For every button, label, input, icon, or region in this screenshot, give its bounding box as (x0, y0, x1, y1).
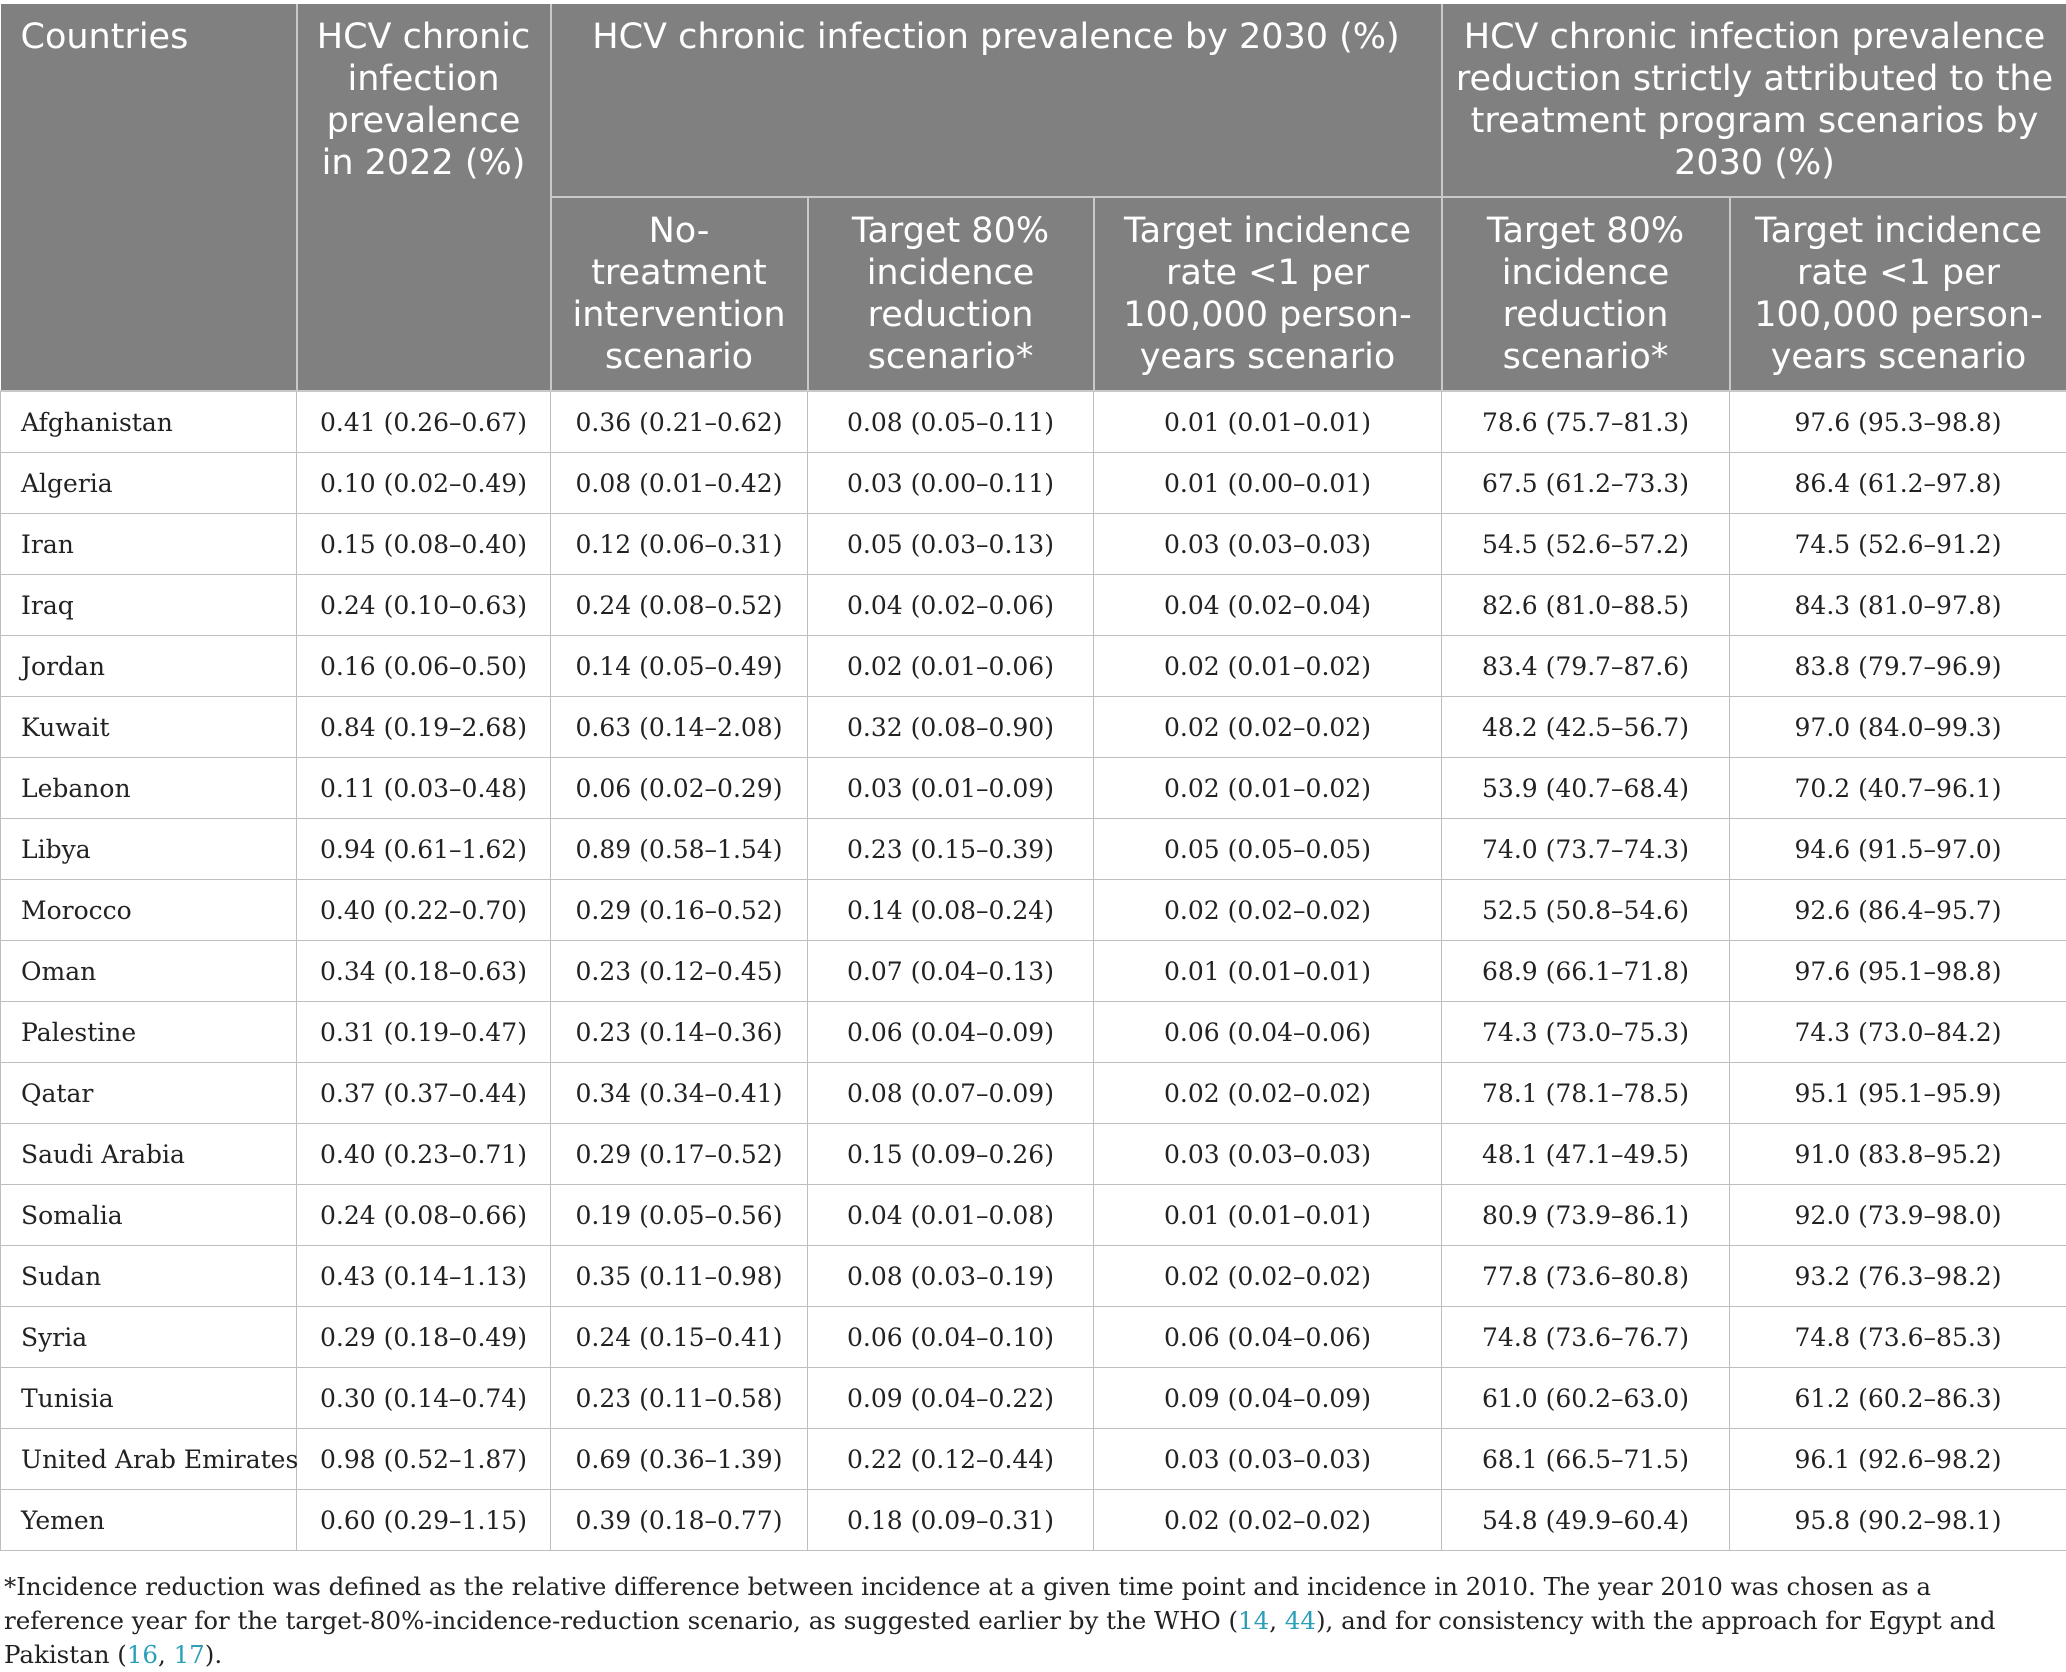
target-rate-reduction-cell: 96.1 (92.6–98.2) (1730, 1429, 2066, 1490)
target-rate-reduction-cell: 83.8 (79.7–96.9) (1730, 636, 2066, 697)
target80-reduction-cell: 48.1 (47.1–49.5) (1442, 1124, 1730, 1185)
footnote-separator: , (1269, 1606, 1285, 1635)
header-countries: Countries (1, 4, 297, 391)
reference-link-44[interactable]: 44 (1285, 1606, 1316, 1635)
target-rate-prevalence-cell: 0.02 (0.02–0.02) (1094, 880, 1442, 941)
target80-prevalence-cell: 0.32 (0.08–0.90) (808, 697, 1094, 758)
country-cell: Libya (1, 819, 297, 880)
country-cell: Saudi Arabia (1, 1124, 297, 1185)
target80-reduction-cell: 48.2 (42.5–56.7) (1442, 697, 1730, 758)
no-treatment-cell: 0.63 (0.14–2.08) (551, 697, 808, 758)
target-rate-prevalence-cell: 0.03 (0.03–0.03) (1094, 514, 1442, 575)
target80-prevalence-cell: 0.23 (0.15–0.39) (808, 819, 1094, 880)
table-row (1, 514, 2066, 575)
no-treatment-cell: 0.36 (0.21–0.62) (551, 391, 808, 453)
country-cell: Qatar (1, 1063, 297, 1124)
prevalence-2022-cell: 0.40 (0.23–0.71) (297, 1124, 551, 1185)
table-wrapper (0, 4, 2066, 1551)
target-rate-prevalence-cell: 0.09 (0.04–0.09) (1094, 1368, 1442, 1429)
target80-prevalence-cell: 0.03 (0.00–0.11) (808, 453, 1094, 514)
target-rate-reduction-cell: 94.6 (91.5–97.0) (1730, 819, 2066, 880)
target-rate-reduction-cell: 93.2 (76.3–98.2) (1730, 1246, 2066, 1307)
country-cell: Lebanon (1, 758, 297, 819)
header-no-treatment: No-treatment intervention scenario (551, 197, 808, 391)
target80-prevalence-cell: 0.04 (0.01–0.08) (808, 1185, 1094, 1246)
target-rate-prevalence-cell: 0.02 (0.02–0.02) (1094, 1063, 1442, 1124)
prevalence-2022-cell: 0.24 (0.08–0.66) (297, 1185, 551, 1246)
target-rate-reduction-cell: 74.3 (73.0–84.2) (1730, 1002, 2066, 1063)
country-cell: Iraq (1, 575, 297, 636)
no-treatment-cell: 0.14 (0.05–0.49) (551, 636, 808, 697)
target80-prevalence-cell: 0.03 (0.01–0.09) (808, 758, 1094, 819)
prevalence-2022-cell: 0.10 (0.02–0.49) (297, 453, 551, 514)
prevalence-2022-cell: 0.30 (0.14–0.74) (297, 1368, 551, 1429)
target80-reduction-cell: 74.0 (73.7–74.3) (1442, 819, 1730, 880)
target-rate-reduction-cell: 86.4 (61.2–97.8) (1730, 453, 2066, 514)
target80-reduction-cell: 82.6 (81.0–88.5) (1442, 575, 1730, 636)
target-rate-reduction-cell: 97.0 (84.0–99.3) (1730, 697, 2066, 758)
table-row (1, 1368, 2066, 1429)
target80-prevalence-cell: 0.07 (0.04–0.13) (808, 941, 1094, 1002)
target80-prevalence-cell: 0.22 (0.12–0.44) (808, 1429, 1094, 1490)
no-treatment-cell: 0.23 (0.12–0.45) (551, 941, 808, 1002)
prevalence-2022-cell: 0.31 (0.19–0.47) (297, 1002, 551, 1063)
header-target-rate-reduction: Target incidence rate <1 per 100,000 person-years scenario (1730, 197, 2066, 391)
country-cell: Yemen (1, 1490, 297, 1551)
no-treatment-cell: 0.24 (0.08–0.52) (551, 575, 808, 636)
table-row (1, 636, 2066, 697)
target-rate-prevalence-cell: 0.01 (0.01–0.01) (1094, 1185, 1442, 1246)
prevalence-2022-cell: 0.41 (0.26–0.67) (297, 391, 551, 453)
table-row (1, 453, 2066, 514)
country-cell: Jordan (1, 636, 297, 697)
target-rate-reduction-cell: 74.8 (73.6–85.3) (1730, 1307, 2066, 1368)
reference-link-16[interactable]: 16 (127, 1640, 158, 1669)
country-cell: Afghanistan (1, 391, 297, 453)
footnote-separator: , (158, 1640, 174, 1669)
target-rate-reduction-cell: 61.2 (60.2–86.3) (1730, 1368, 2066, 1429)
prevalence-2022-cell: 0.24 (0.10–0.63) (297, 575, 551, 636)
target80-prevalence-cell: 0.02 (0.01–0.06) (808, 636, 1094, 697)
header-target80-reduction: Target 80% incidence reduction scenario* (1442, 197, 1730, 391)
country-cell: Morocco (1, 880, 297, 941)
target80-prevalence-cell: 0.06 (0.04–0.10) (808, 1307, 1094, 1368)
target-rate-prevalence-cell: 0.01 (0.01–0.01) (1094, 391, 1442, 453)
header-prevalence-2030-group: HCV chronic infection prevalence by 2030 (%) (551, 4, 1442, 197)
target-rate-prevalence-cell: 0.04 (0.02–0.04) (1094, 575, 1442, 636)
prevalence-2022-cell: 0.29 (0.18–0.49) (297, 1307, 551, 1368)
target-rate-reduction-cell: 95.1 (95.1–95.9) (1730, 1063, 2066, 1124)
table-row (1, 1185, 2066, 1246)
header-target80-prevalence: Target 80% incidence reduction scenario* (808, 197, 1094, 391)
target80-prevalence-cell: 0.08 (0.05–0.11) (808, 391, 1094, 453)
no-treatment-cell: 0.06 (0.02–0.29) (551, 758, 808, 819)
prevalence-2022-cell: 0.60 (0.29–1.15) (297, 1490, 551, 1551)
target80-reduction-cell: 78.6 (75.7–81.3) (1442, 391, 1730, 453)
target-rate-reduction-cell: 97.6 (95.1–98.8) (1730, 941, 2066, 1002)
no-treatment-cell: 0.23 (0.14–0.36) (551, 1002, 808, 1063)
prevalence-2022-cell: 0.34 (0.18–0.63) (297, 941, 551, 1002)
target80-reduction-cell: 53.9 (40.7–68.4) (1442, 758, 1730, 819)
target-rate-prevalence-cell: 0.01 (0.00–0.01) (1094, 453, 1442, 514)
target-rate-prevalence-cell: 0.06 (0.04–0.06) (1094, 1307, 1442, 1368)
no-treatment-cell: 0.29 (0.16–0.52) (551, 880, 808, 941)
header-prevalence-2022: HCV chronic infection prevalence in 2022 (%) (297, 4, 551, 391)
hcv-prevalence-table (0, 4, 2066, 1551)
target80-reduction-cell: 74.3 (73.0–75.3) (1442, 1002, 1730, 1063)
target-rate-prevalence-cell: 0.01 (0.01–0.01) (1094, 941, 1442, 1002)
target-rate-prevalence-cell: 0.02 (0.02–0.02) (1094, 1246, 1442, 1307)
target80-prevalence-cell: 0.09 (0.04–0.22) (808, 1368, 1094, 1429)
target80-reduction-cell: 77.8 (73.6–80.8) (1442, 1246, 1730, 1307)
target-rate-reduction-cell: 92.0 (73.9–98.0) (1730, 1185, 2066, 1246)
table-row (1, 1246, 2066, 1307)
table-row (1, 575, 2066, 636)
table-row (1, 1124, 2066, 1185)
country-cell: Sudan (1, 1246, 297, 1307)
target-rate-prevalence-cell: 0.06 (0.04–0.06) (1094, 1002, 1442, 1063)
target80-reduction-cell: 74.8 (73.6–76.7) (1442, 1307, 1730, 1368)
prevalence-2022-cell: 0.94 (0.61–1.62) (297, 819, 551, 880)
target-rate-reduction-cell: 97.6 (95.3–98.8) (1730, 391, 2066, 453)
table-row (1, 697, 2066, 758)
table-row (1, 880, 2066, 941)
target80-reduction-cell: 78.1 (78.1–78.5) (1442, 1063, 1730, 1124)
footnote-text-2: ), and for consistency with the approach for Egypt and Pakistan ( (4, 1606, 1996, 1669)
target80-prevalence-cell: 0.05 (0.03–0.13) (808, 514, 1094, 575)
country-cell: Syria (1, 1307, 297, 1368)
target80-prevalence-cell: 0.08 (0.03–0.19) (808, 1246, 1094, 1307)
target-rate-reduction-cell: 91.0 (83.8–95.2) (1730, 1124, 2066, 1185)
country-cell: United Arab Emirates (1, 1429, 297, 1490)
target80-reduction-cell: 68.9 (66.1–71.8) (1442, 941, 1730, 1002)
country-cell: Palestine (1, 1002, 297, 1063)
reference-link-14[interactable]: 14 (1238, 1606, 1269, 1635)
target-rate-prevalence-cell: 0.02 (0.01–0.02) (1094, 636, 1442, 697)
target-rate-reduction-cell: 74.5 (52.6–91.2) (1730, 514, 2066, 575)
country-cell: Algeria (1, 453, 297, 514)
target-rate-prevalence-cell: 0.05 (0.05–0.05) (1094, 819, 1442, 880)
prevalence-2022-cell: 0.43 (0.14–1.13) (297, 1246, 551, 1307)
no-treatment-cell: 0.08 (0.01–0.42) (551, 453, 808, 514)
header-target-rate-prevalence: Target incidence rate <1 per 100,000 person-years scenario (1094, 197, 1442, 391)
no-treatment-cell: 0.35 (0.11–0.98) (551, 1246, 808, 1307)
target80-reduction-cell: 52.5 (50.8–54.6) (1442, 880, 1730, 941)
header-reduction-group: HCV chronic infection prevalence reduction strictly attributed to the treatment program scenarios by 2030 (%) (1442, 4, 2066, 197)
reference-link-17[interactable]: 17 (174, 1640, 205, 1669)
no-treatment-cell: 0.29 (0.17–0.52) (551, 1124, 808, 1185)
target80-reduction-cell: 67.5 (61.2–73.3) (1442, 453, 1730, 514)
target-rate-reduction-cell: 92.6 (86.4–95.7) (1730, 880, 2066, 941)
country-cell: Iran (1, 514, 297, 575)
country-cell: Oman (1, 941, 297, 1002)
target80-reduction-cell: 54.5 (52.6–57.2) (1442, 514, 1730, 575)
table-row (1, 758, 2066, 819)
table-row (1, 1307, 2066, 1368)
no-treatment-cell: 0.39 (0.18–0.77) (551, 1490, 808, 1551)
no-treatment-cell: 0.89 (0.58–1.54) (551, 819, 808, 880)
target80-prevalence-cell: 0.08 (0.07–0.09) (808, 1063, 1094, 1124)
table-body (1, 391, 2066, 1551)
prevalence-2022-cell: 0.84 (0.19–2.68) (297, 697, 551, 758)
footnote-text-1: *Incidence reduction was defined as the relative difference between incidence at a given time point and incidence in 2010. The year 2010 was chosen as a reference year for the target-80%-incidence-reduction scenario, as suggested earlier by the WHO ( (4, 1572, 1931, 1635)
table-row (1, 1490, 2066, 1551)
no-treatment-cell: 0.69 (0.36–1.39) (551, 1429, 808, 1490)
no-treatment-cell: 0.24 (0.15–0.41) (551, 1307, 808, 1368)
target80-reduction-cell: 54.8 (49.9–60.4) (1442, 1490, 1730, 1551)
prevalence-2022-cell: 0.37 (0.37–0.44) (297, 1063, 551, 1124)
target-rate-prevalence-cell: 0.03 (0.03–0.03) (1094, 1124, 1442, 1185)
table-footnote (4, 1570, 2054, 1672)
no-treatment-cell: 0.34 (0.34–0.41) (551, 1063, 808, 1124)
target80-reduction-cell: 80.9 (73.9–86.1) (1442, 1185, 1730, 1246)
country-cell: Tunisia (1, 1368, 297, 1429)
table-row (1, 1063, 2066, 1124)
prevalence-2022-cell: 0.98 (0.52–1.87) (297, 1429, 551, 1490)
target-rate-prevalence-cell: 0.02 (0.02–0.02) (1094, 697, 1442, 758)
prevalence-2022-cell: 0.15 (0.08–0.40) (297, 514, 551, 575)
target-rate-prevalence-cell: 0.03 (0.03–0.03) (1094, 1429, 1442, 1490)
target80-prevalence-cell: 0.04 (0.02–0.06) (808, 575, 1094, 636)
target-rate-prevalence-cell: 0.02 (0.01–0.02) (1094, 758, 1442, 819)
target80-prevalence-cell: 0.18 (0.09–0.31) (808, 1490, 1094, 1551)
target80-reduction-cell: 61.0 (60.2–63.0) (1442, 1368, 1730, 1429)
table-row (1, 819, 2066, 880)
prevalence-2022-cell: 0.40 (0.22–0.70) (297, 880, 551, 941)
no-treatment-cell: 0.12 (0.06–0.31) (551, 514, 808, 575)
target-rate-reduction-cell: 95.8 (90.2–98.1) (1730, 1490, 2066, 1551)
footnote-text-3: ). (205, 1640, 222, 1669)
table-row (1, 941, 2066, 1002)
table-header (1, 4, 2066, 391)
prevalence-2022-cell: 0.16 (0.06–0.50) (297, 636, 551, 697)
target80-reduction-cell: 68.1 (66.5–71.5) (1442, 1429, 1730, 1490)
no-treatment-cell: 0.19 (0.05–0.56) (551, 1185, 808, 1246)
table-row (1, 1429, 2066, 1490)
target-rate-reduction-cell: 70.2 (40.7–96.1) (1730, 758, 2066, 819)
country-cell: Somalia (1, 1185, 297, 1246)
target-rate-reduction-cell: 84.3 (81.0–97.8) (1730, 575, 2066, 636)
no-treatment-cell: 0.23 (0.11–0.58) (551, 1368, 808, 1429)
table-row (1, 391, 2066, 453)
target80-reduction-cell: 83.4 (79.7–87.6) (1442, 636, 1730, 697)
target-rate-prevalence-cell: 0.02 (0.02–0.02) (1094, 1490, 1442, 1551)
target80-prevalence-cell: 0.14 (0.08–0.24) (808, 880, 1094, 941)
target80-prevalence-cell: 0.06 (0.04–0.09) (808, 1002, 1094, 1063)
table-row (1, 1002, 2066, 1063)
prevalence-2022-cell: 0.11 (0.03–0.48) (297, 758, 551, 819)
country-cell: Kuwait (1, 697, 297, 758)
target80-prevalence-cell: 0.15 (0.09–0.26) (808, 1124, 1094, 1185)
